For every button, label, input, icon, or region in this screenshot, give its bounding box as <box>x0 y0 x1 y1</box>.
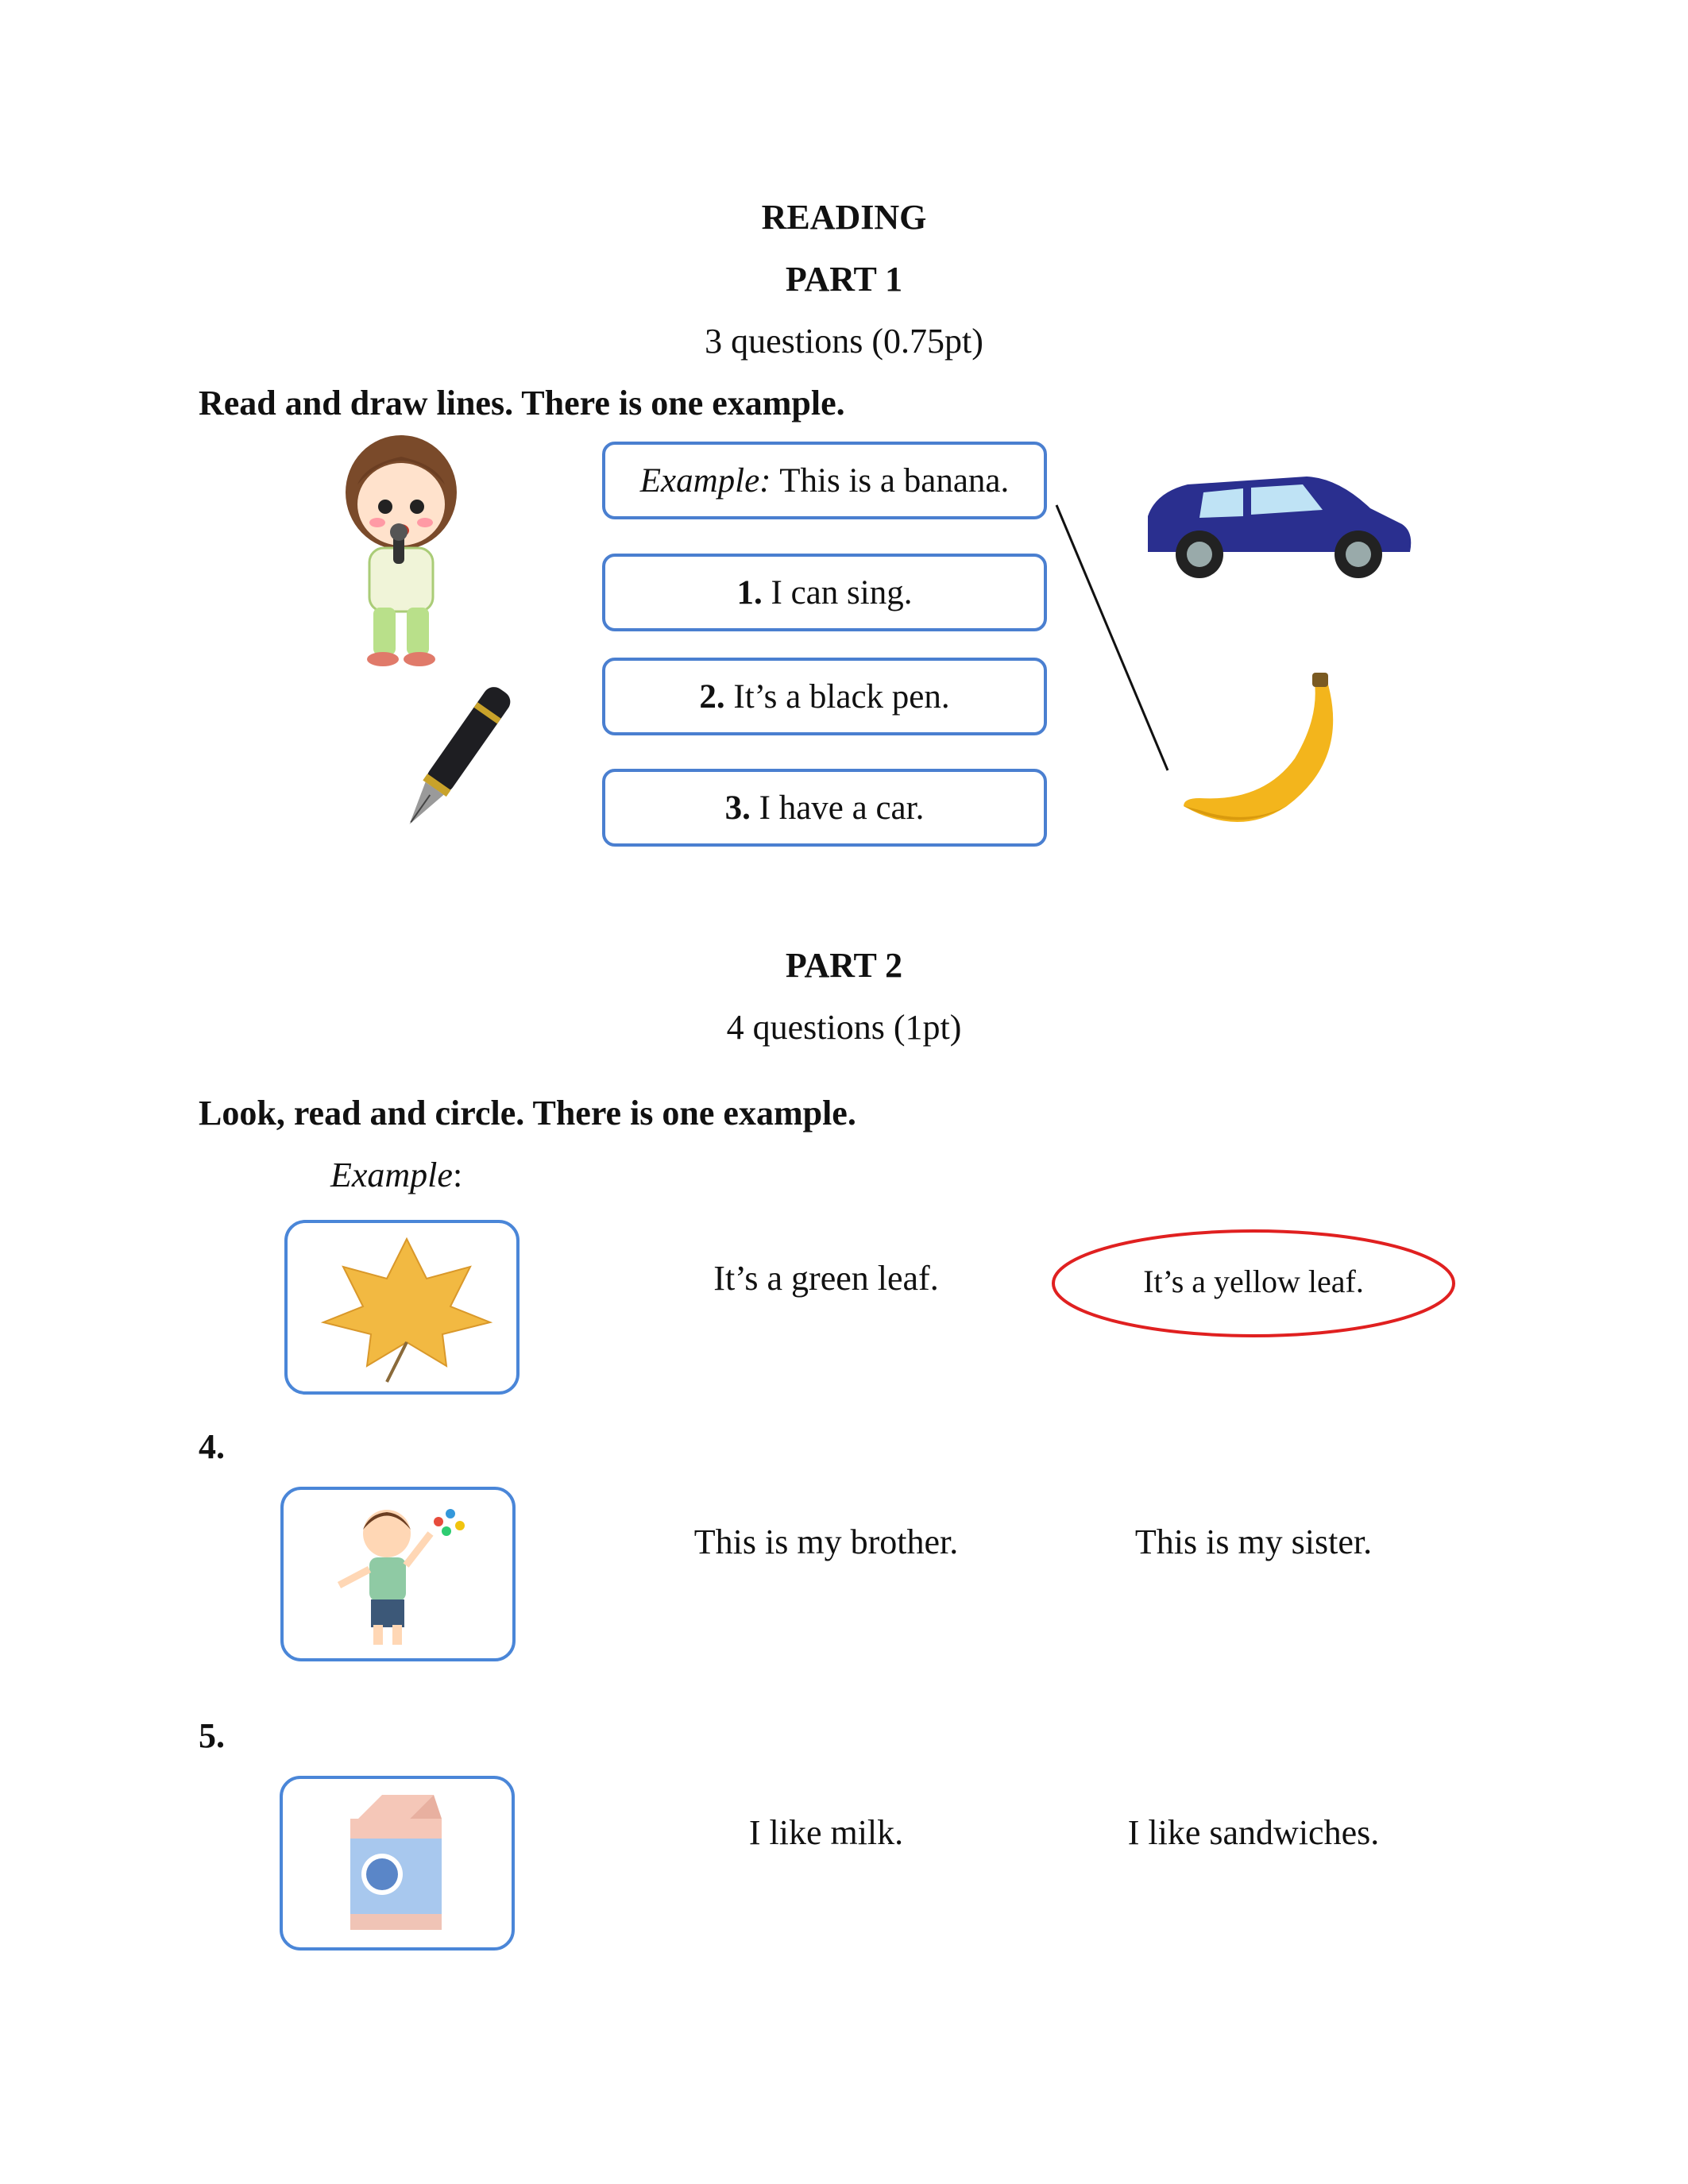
item-text: It’s a black pen. <box>733 677 950 716</box>
example-sentence-box[interactable] <box>602 442 1047 519</box>
item-text: I can sing. <box>771 573 913 612</box>
option-b-4[interactable]: This is my sister. <box>1134 1522 1373 1561</box>
pen-picture[interactable] <box>373 667 532 858</box>
banana-picture[interactable] <box>1168 671 1358 846</box>
part2-label: PART 2 <box>785 946 903 985</box>
boy-picture <box>284 1490 512 1658</box>
option-b-5[interactable]: I like sandwiches. <box>1127 1813 1380 1852</box>
part2-instruction: Look, read and circle. There is one example. <box>199 1094 856 1133</box>
question-4-number: 4. <box>199 1427 225 1466</box>
option-a-example[interactable]: It’s a green leaf. <box>713 1259 939 1298</box>
example-text: This is a banana. <box>779 461 1010 500</box>
sentence-box-2[interactable] <box>602 658 1047 735</box>
milk-picture-box <box>280 1776 515 1951</box>
option-a-4[interactable]: This is my brother. <box>693 1522 959 1561</box>
option-a-5[interactable]: I like milk. <box>748 1813 904 1852</box>
option-b-example[interactable]: It’s a yellow leaf. <box>1143 1264 1364 1299</box>
example-label-line: Example: <box>330 1156 463 1194</box>
example-label: Example <box>330 1156 453 1194</box>
sentence-box-3[interactable] <box>602 769 1047 847</box>
item-number: 1. <box>736 573 763 612</box>
part1-instruction: Read and draw lines. There is one example. <box>199 384 845 423</box>
boy-picture-box <box>280 1487 516 1661</box>
car-picture[interactable] <box>1132 461 1418 588</box>
sentence-box-1[interactable] <box>602 554 1047 631</box>
part2-points: 4 questions (1pt) <box>726 1008 962 1047</box>
milk-carton-picture <box>283 1779 512 1947</box>
part1-label: PART 1 <box>785 260 903 299</box>
part1-points: 3 questions (0.75pt) <box>705 322 983 361</box>
item-number: 3. <box>724 789 751 827</box>
item-text: I have a car. <box>759 789 925 827</box>
reading-title: READING <box>761 198 927 237</box>
question-5-number: 5. <box>199 1716 225 1755</box>
leaf-picture <box>288 1223 516 1391</box>
example-prefix: Example: <box>639 461 771 500</box>
singing-boy-picture[interactable] <box>326 421 477 671</box>
leaf-picture-box <box>284 1220 520 1395</box>
item-number: 2. <box>699 677 725 716</box>
